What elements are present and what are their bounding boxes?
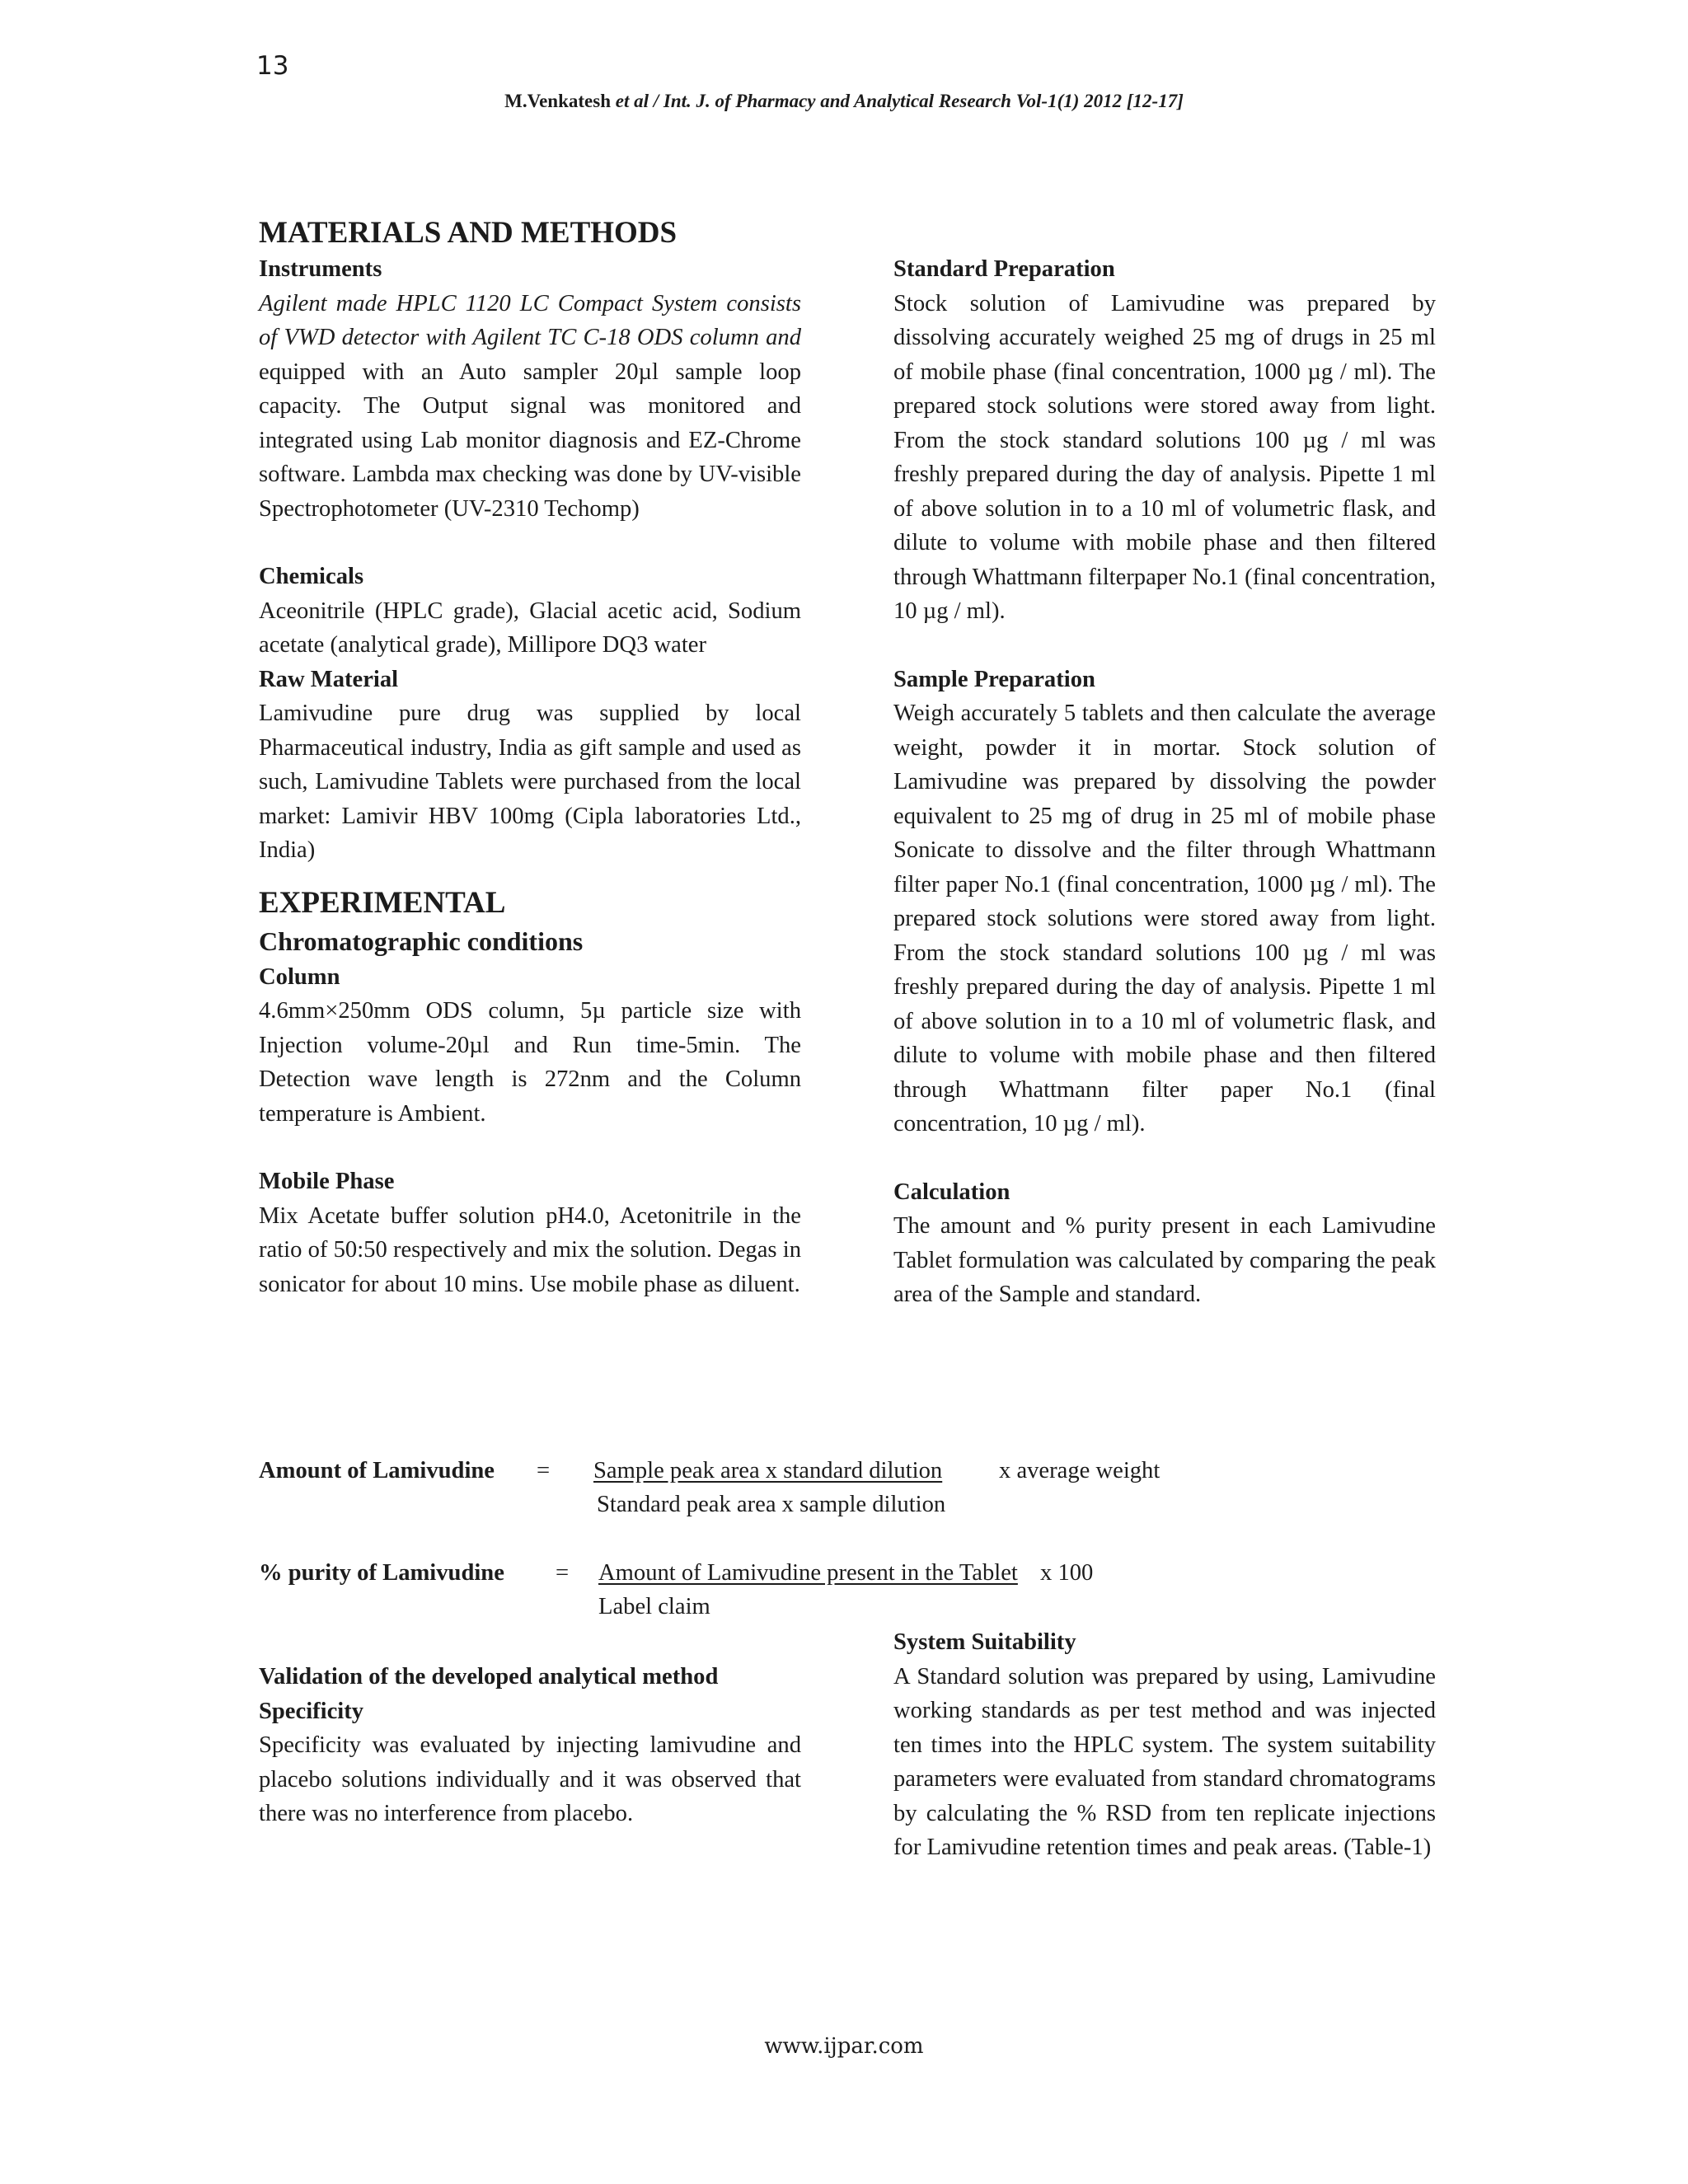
experimental-heading: EXPERIMENTAL	[259, 885, 506, 920]
column-heading: Column	[259, 963, 340, 990]
amount-formula-numerator: Sample peak area x standard dilution	[593, 1458, 943, 1483]
instruments-italic: Agilent made HPLC 1120 LC Compact System consists of VWD detector with Agilent TC C-18 ODS column and	[259, 290, 801, 350]
standard-prep-heading: Standard Preparation	[893, 256, 1115, 282]
chemicals-heading: Chemicals	[259, 564, 364, 589]
specificity-paragraph: Specificity was evaluated by injecting lamivudine and placebo solutions individually and it was observed that there was no interference from placebo.	[259, 1732, 801, 1826]
header-journal: / Int. J. of Pharmacy and Analytical Research Vol-1(1) 2012 [12-17]	[653, 91, 1184, 111]
calculation-heading: Calculation	[893, 1179, 1010, 1205]
header-etal: et al	[615, 91, 649, 111]
column-paragraph: 4.6mm×250mm ODS column, 5µ particle size with Injection volume-20µl and Run time-5min. The Detection wave length is 272nm and the Column temperature is Ambient.	[259, 998, 801, 1127]
instruments-heading: Instruments	[259, 256, 382, 282]
mobile-phase-heading: Mobile Phase	[259, 1169, 395, 1194]
validation-heading: Validation of the developed analytical method	[259, 1664, 719, 1690]
calculation-paragraph: The amount and % purity present in each Lamivudine Tablet formulation was calculated by comparing the peak area of the Sample and standard.	[893, 1213, 1436, 1307]
materials-heading: MATERIALS AND METHODS	[259, 216, 678, 250]
right-column	[893, 252, 1436, 1312]
amount-formula	[259, 1454, 1330, 1523]
purity-formula-numerator: Amount of Lamivudine present in the Tablet	[598, 1560, 1018, 1586]
specificity-heading: Specificity	[259, 1698, 364, 1724]
left-column	[259, 214, 801, 1301]
page-number: 13	[256, 51, 289, 81]
system-suitability-heading: System Suitability	[893, 1629, 1076, 1655]
chemicals-paragraph: Aceonitrile (HPLC grade), Glacial acetic acid, Sodium acetate (analytical grade), Millipore DQ3 water	[259, 598, 801, 658]
purity-formula-denominator: Label claim	[598, 1594, 710, 1619]
purity-formula	[259, 1556, 1330, 1625]
mobile-phase-paragraph: Mix Acetate buffer solution pH4.0, Acetonitrile in the ratio of 50:50 respectively and mix the solution. Degas in sonicator for about 10 mins. Use mobile phase as diluent.	[259, 1202, 801, 1297]
running-header	[0, 91, 1688, 112]
instruments-text: equipped with an Auto sampler 20µl sample loop capacity. The Output signal was monitored and integrated using Lab monitor diagnosis and EZ-Chrome software. Lambda max checking was done by UV-visible Spectrophotometer (UV-2310 Techomp)	[259, 359, 801, 522]
purity-formula-label: % purity of Lamivudine	[259, 1560, 504, 1586]
standard-prep-paragraph: Stock solution of Lamivudine was prepared by dissolving accurately weighed 25 mg of drugs in 25 ml of mobile phase (final concentration, 1000 µg / ml). The prepared stock solutions were stored away from light. From the stock standard solutions 100 µg / ml was freshly prepared during the day of analysis. Pipette 1 ml of above solution in to a 10 ml of volumetric flask, and dilute to volume with mobile phase and then filtered through Whattmann filterpaper No.1 (final concentration, 10 µg / ml).	[893, 290, 1436, 624]
validation-section	[259, 1660, 801, 1831]
footer-url: www.ijpar.com	[764, 2034, 924, 2059]
amount-formula-equals: =	[537, 1458, 551, 1483]
amount-formula-denominator: Standard peak area x sample dilution	[597, 1492, 946, 1517]
raw-material-heading: Raw Material	[259, 666, 399, 692]
purity-formula-multiplier: x 100	[1040, 1560, 1094, 1586]
system-suitability-paragraph: A Standard solution was prepared by using, Lamivudine working standards as per test method and was injected ten times into the HPLC system. The system suitability parameters were evaluated from standard chromatograms by calculating the % RSD from ten replicate injections for Lamivudine retention times and peak areas. (Table-1)	[893, 1663, 1436, 1860]
chromatographic-heading: Chromatographic conditions	[259, 926, 584, 956]
purity-formula-equals: =	[556, 1560, 570, 1586]
header-author: M.Venkatesh	[504, 91, 611, 111]
system-suitability-section	[893, 1625, 1436, 1865]
amount-formula-multiplier: x average weight	[999, 1458, 1160, 1483]
sample-prep-heading: Sample Preparation	[893, 666, 1095, 692]
instruments-paragraph	[259, 287, 801, 527]
amount-formula-label: Amount of Lamivudine	[259, 1458, 495, 1483]
raw-material-paragraph: Lamivudine pure drug was supplied by local Pharmaceutical industry, India as gift sample and used as such, Lamivudine Tablets were purchased from the local market: Lamivir HBV 100mg (Cipla laboratories Ltd., India)	[259, 701, 801, 863]
sample-prep-paragraph: Weigh accurately 5 tablets and then calculate the average weight, powder it in mortar. Stock solution of Lamivudine was prepared by dissolving the powder equivalent to 25 mg of drug in 25 ml of mobile phase Sonicate to dissolve and the filter through Whattmann filter paper No.1 (final concentration, 1000 µg / ml). The prepared stock solutions were stored away from light. From the stock standard solutions 100 µg / ml was freshly prepared during the day of analysis. Pipette 1 ml of above solution in to a 10 ml of volumetric flask, and dilute to volume with mobile phase and then filtered through Whattmann filter paper No.1 (final concentration, 10 µg / ml).	[893, 701, 1436, 1137]
